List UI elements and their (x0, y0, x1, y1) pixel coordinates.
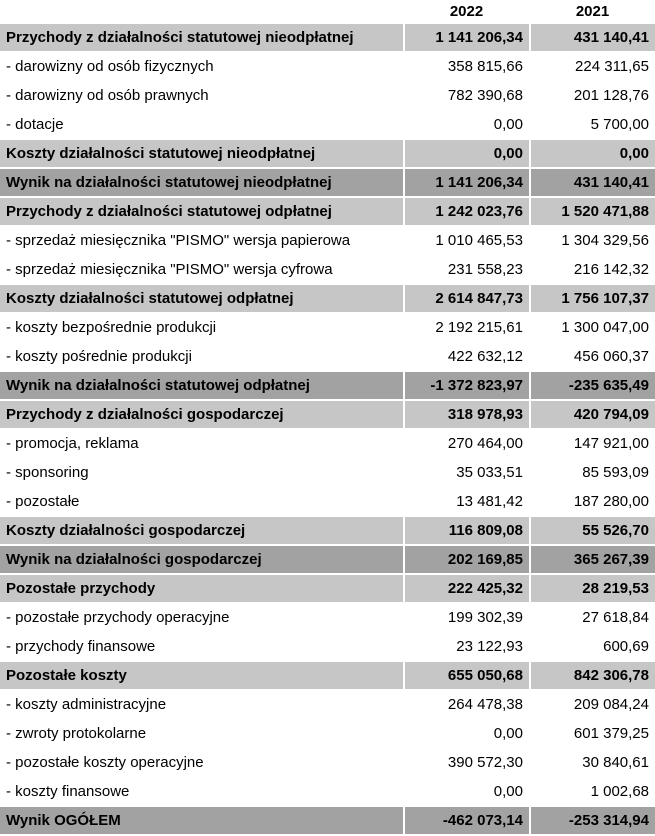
row-label: - sprzedaż miesięcznika "PISMO" wersja cyfrowa (0, 255, 404, 284)
value-2021: 209 084,24 (530, 690, 655, 719)
value-2021: 601 379,25 (530, 719, 655, 748)
value-2021: -253 314,94 (530, 806, 655, 835)
value-2022: 270 464,00 (404, 429, 530, 458)
table-row-detail (0, 226, 655, 255)
table-row-detail (0, 429, 655, 458)
value-2022: 2 614 847,73 (404, 284, 530, 313)
value-2021: 420 794,09 (530, 400, 655, 429)
value-2022: 1 141 206,34 (404, 168, 530, 197)
row-label: Wynik na działalności statutowej nieodpłatnej (0, 168, 404, 197)
column-header-2021: 2021 (575, 3, 610, 20)
table-row-result (0, 806, 655, 835)
table-row-detail (0, 110, 655, 139)
table-row-detail (0, 487, 655, 516)
value-2021: 0,00 (530, 139, 655, 168)
value-2021: 216 142,32 (530, 255, 655, 284)
table-row-section (0, 400, 655, 429)
value-2022: -1 372 823,97 (404, 371, 530, 400)
value-2021: 365 267,39 (530, 545, 655, 574)
value-2022: 0,00 (404, 777, 530, 806)
value-2021: 456 060,37 (530, 342, 655, 371)
value-2022: 231 558,23 (404, 255, 530, 284)
row-label: - darowizny od osób fizycznych (0, 52, 404, 81)
table-row-section (0, 139, 655, 168)
row-label: Wynik na działalności statutowej odpłatnej (0, 371, 404, 400)
table-row-result (0, 545, 655, 574)
table-row-detail (0, 81, 655, 110)
row-label: Wynik OGÓŁEM (0, 806, 404, 835)
row-label: - pozostałe przychody operacyjne (0, 603, 404, 632)
value-2021: 30 840,61 (530, 748, 655, 777)
row-label: - darowizny od osób prawnych (0, 81, 404, 110)
row-label: - promocja, reklama (0, 429, 404, 458)
value-2021: 5 700,00 (530, 110, 655, 139)
row-label: Koszty działalności gospodarczej (0, 516, 404, 545)
value-2022: 390 572,30 (404, 748, 530, 777)
value-2022: 782 390,68 (404, 81, 530, 110)
value-2021: 1 520 471,88 (530, 197, 655, 226)
row-label: - koszty administracyjne (0, 690, 404, 719)
value-2021: 431 140,41 (530, 168, 655, 197)
row-label: - dotacje (0, 110, 404, 139)
row-label: Wynik na działalności gospodarczej (0, 545, 404, 574)
row-label: Pozostałe przychody (0, 574, 404, 603)
value-2022: 2 192 215,61 (404, 313, 530, 342)
value-2021: 1 002,68 (530, 777, 655, 806)
value-2022: 199 302,39 (404, 603, 530, 632)
value-2022: 35 033,51 (404, 458, 530, 487)
table-body (0, 24, 655, 835)
value-2022: 318 978,93 (404, 400, 530, 429)
table-row-detail (0, 603, 655, 632)
table-row-detail (0, 748, 655, 777)
table-row-detail (0, 777, 655, 806)
value-2021: -235 635,49 (530, 371, 655, 400)
table-header (0, 0, 655, 24)
row-label: - koszty finansowe (0, 777, 404, 806)
table-row-detail (0, 719, 655, 748)
value-2022: 0,00 (404, 110, 530, 139)
row-label: - koszty pośrednie produkcji (0, 342, 404, 371)
table-row-detail (0, 313, 655, 342)
value-2022: 1 010 465,53 (404, 226, 530, 255)
table-row-section (0, 516, 655, 545)
value-2021: 600,69 (530, 632, 655, 661)
value-2022: 0,00 (404, 139, 530, 168)
value-2022: 422 632,12 (404, 342, 530, 371)
value-2022: 655 050,68 (404, 661, 530, 690)
value-2022: 13 481,42 (404, 487, 530, 516)
value-2022: 264 478,38 (404, 690, 530, 719)
row-label: Koszty działalności statutowej odpłatnej (0, 284, 404, 313)
table-row-section (0, 661, 655, 690)
value-2021: 1 300 047,00 (530, 313, 655, 342)
value-2021: 201 128,76 (530, 81, 655, 110)
table-row-detail (0, 255, 655, 284)
row-label: - przychody finansowe (0, 632, 404, 661)
table-row-detail (0, 458, 655, 487)
value-2022: 1 141 206,34 (404, 24, 530, 52)
value-2021: 27 618,84 (530, 603, 655, 632)
value-2021: 224 311,65 (530, 52, 655, 81)
row-label: Pozostałe koszty (0, 661, 404, 690)
value-2022: 116 809,08 (404, 516, 530, 545)
value-2022: 23 122,93 (404, 632, 530, 661)
row-label: - koszty bezpośrednie produkcji (0, 313, 404, 342)
value-2021: 1 756 107,37 (530, 284, 655, 313)
value-2021: 431 140,41 (530, 24, 655, 52)
table-row-detail (0, 342, 655, 371)
value-2022: 202 169,85 (404, 545, 530, 574)
value-2022: -462 073,14 (404, 806, 530, 835)
row-label: Koszty działalności statutowej nieodpłatnej (0, 139, 404, 168)
value-2021: 1 304 329,56 (530, 226, 655, 255)
table-row-detail (0, 632, 655, 661)
value-2022: 222 425,32 (404, 574, 530, 603)
table-row-result (0, 168, 655, 197)
value-2022: 1 242 023,76 (404, 197, 530, 226)
value-2022: 358 815,66 (404, 52, 530, 81)
row-label: - sprzedaż miesięcznika "PISMO" wersja papierowa (0, 226, 404, 255)
table-row-section (0, 197, 655, 226)
table-row-section (0, 284, 655, 313)
row-label: Przychody z działalności statutowej nieodpłatnej (0, 24, 404, 52)
income-statement-table (0, 24, 655, 836)
value-2021: 842 306,78 (530, 661, 655, 690)
row-label: - zwroty protokolarne (0, 719, 404, 748)
value-2022: 0,00 (404, 719, 530, 748)
row-label: Przychody z działalności statutowej odpłatnej (0, 197, 404, 226)
value-2021: 147 921,00 (530, 429, 655, 458)
row-label: - pozostałe koszty operacyjne (0, 748, 404, 777)
value-2021: 28 219,53 (530, 574, 655, 603)
table-row-detail (0, 52, 655, 81)
value-2021: 85 593,09 (530, 458, 655, 487)
column-header-2022: 2022 (449, 3, 484, 20)
table-row-detail (0, 690, 655, 719)
row-label: - pozostałe (0, 487, 404, 516)
table-row-section (0, 574, 655, 603)
value-2021: 55 526,70 (530, 516, 655, 545)
value-2021: 187 280,00 (530, 487, 655, 516)
row-label: - sponsoring (0, 458, 404, 487)
row-label: Przychody z działalności gospodarczej (0, 400, 404, 429)
table-row-result (0, 371, 655, 400)
table-row-section (0, 24, 655, 52)
